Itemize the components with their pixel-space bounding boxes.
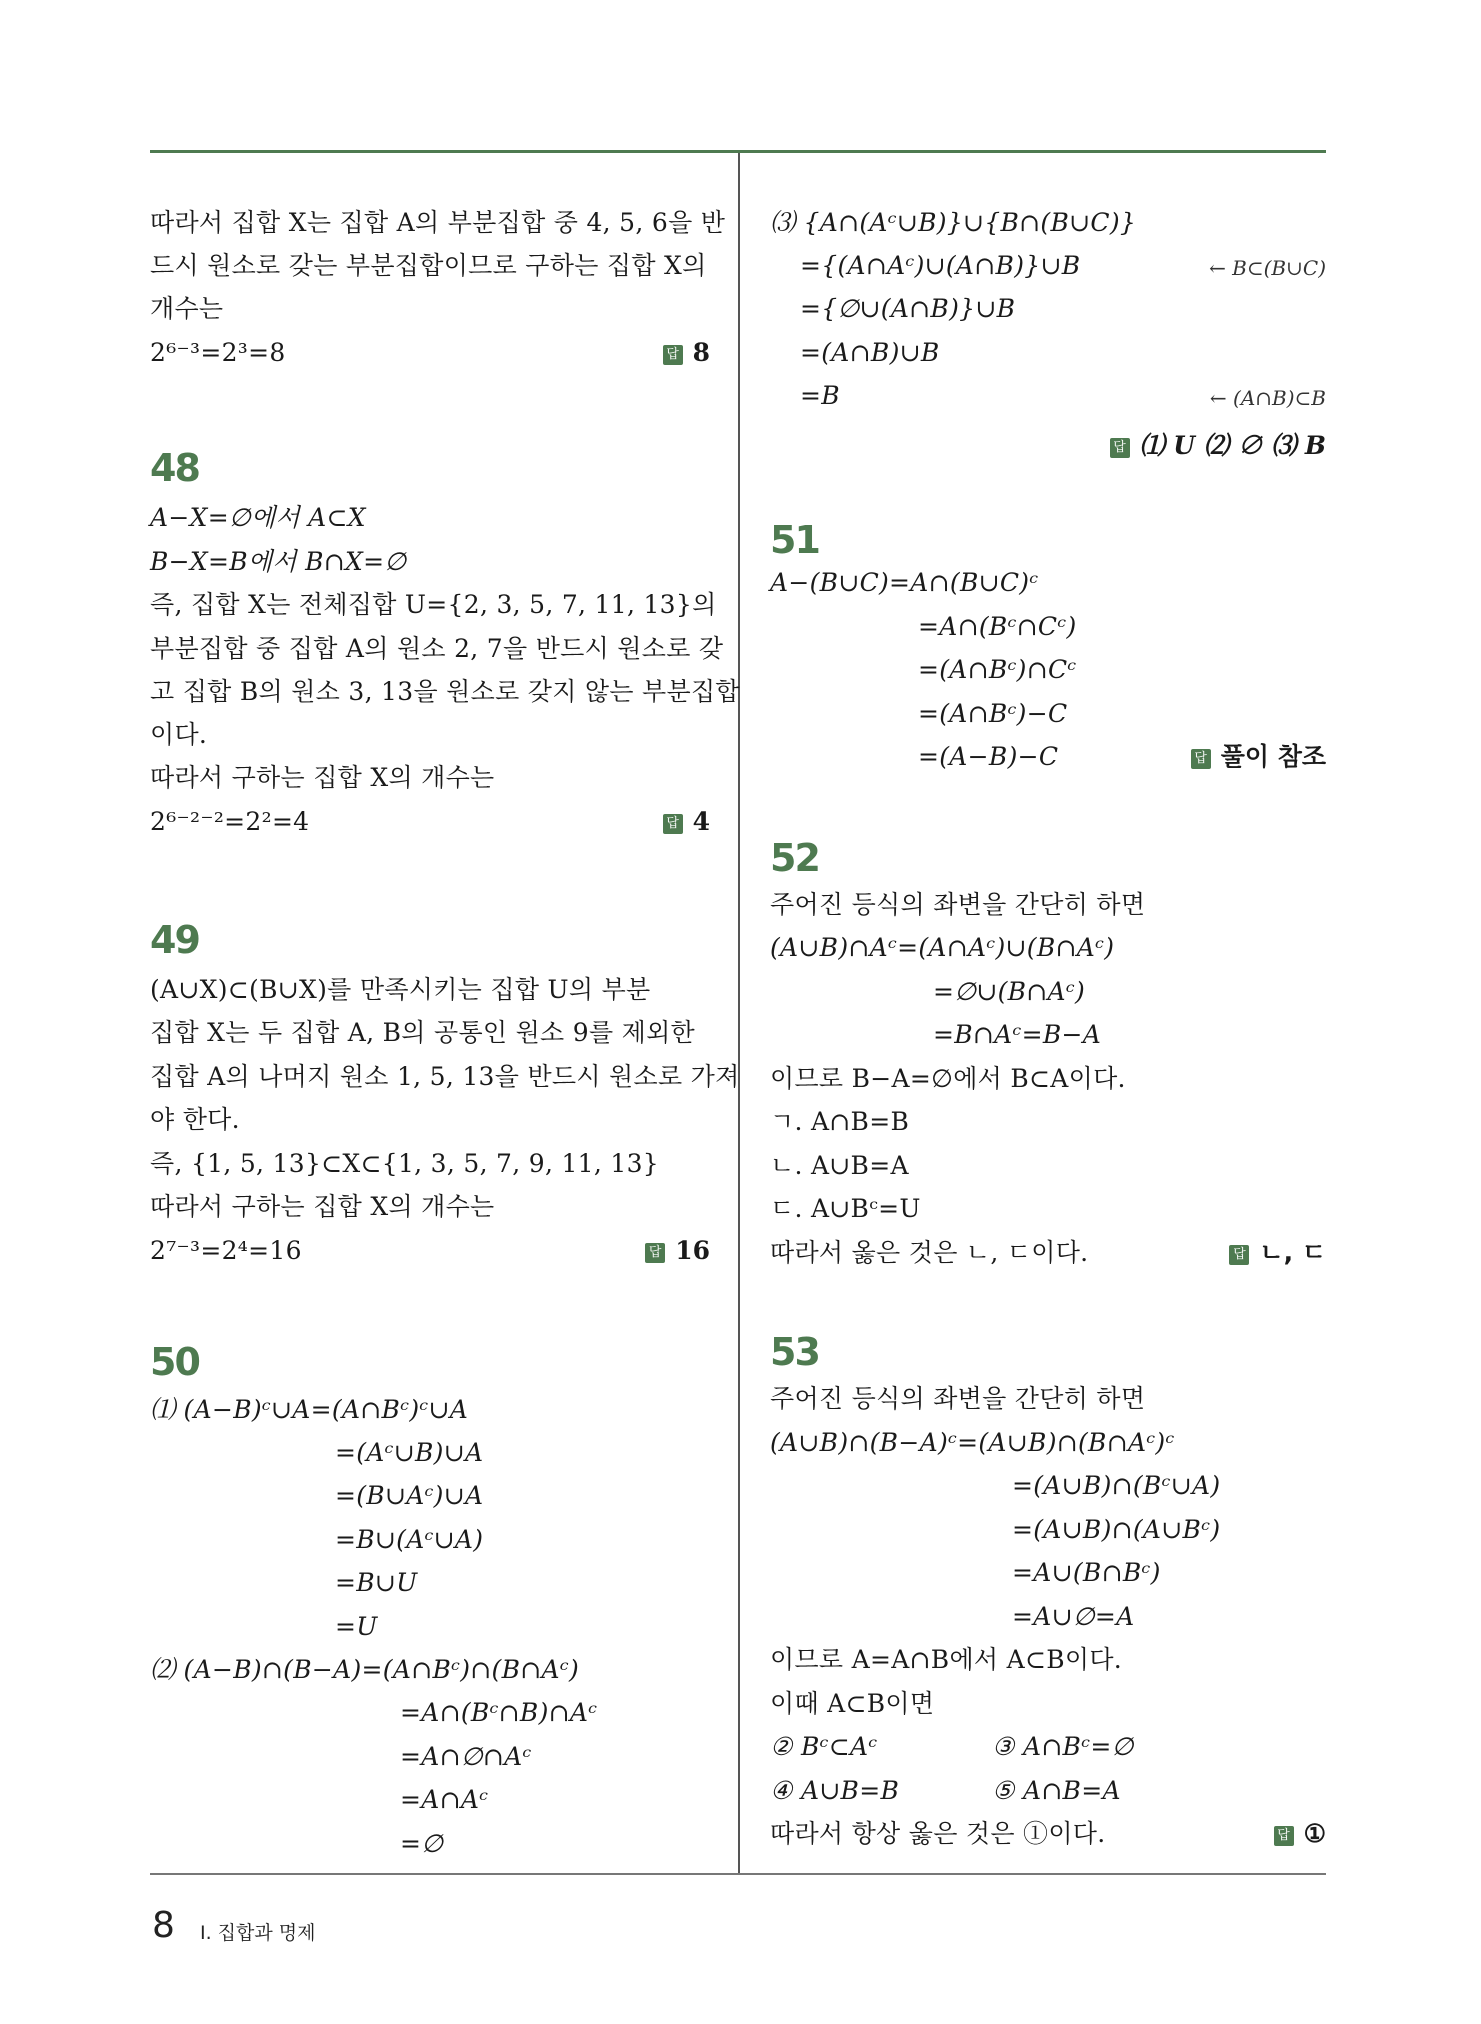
math-line: =(A∪B)∩(A∪Bᶜ) (1012, 1515, 1221, 1544)
text-line: 집합 X는 두 집합 A, B의 공통인 원소 9를 제외한 (150, 1018, 695, 1047)
text-line: 야 한다. (150, 1105, 240, 1134)
answer-50 (1110, 431, 1326, 461)
math-line: 2⁶⁻²⁻²=2²=4 (150, 807, 310, 836)
page-number: 8 (152, 1905, 175, 1946)
text-line: ㄴ. A∪B=A (770, 1151, 909, 1180)
answer-value: ⑴ U ⑵ ∅ ⑶ B (1139, 431, 1326, 460)
math-line: ={∅∪(A∩B)}∪B (800, 294, 1016, 323)
math-line: =(A−B)−C (918, 742, 1059, 771)
math-line: ③ A∩Bᶜ=∅ (992, 1732, 1134, 1761)
answer-badge-icon: 답 (663, 345, 683, 365)
math-line: =∅∪(B∩Aᶜ) (933, 977, 1086, 1006)
math-line: A−X=∅에서 A⊂X (150, 503, 366, 532)
math-line: =(A∪B)∩(Bᶜ∪A) (1012, 1471, 1221, 1500)
math-line: =A∩(Bᶜ∩B)∩Aᶜ (400, 1698, 598, 1727)
math-line: ④ A∪B=B (770, 1776, 900, 1805)
answer-badge-icon: 답 (1274, 1826, 1294, 1846)
answer-badge-icon: 답 (1191, 749, 1211, 769)
math-line: =A∪(B∩Bᶜ) (1012, 1558, 1161, 1587)
math-line: =(A∩Bᶜ)−C (918, 699, 1068, 728)
math-line: =A∪∅=A (1012, 1602, 1135, 1631)
answer-51 (1191, 742, 1326, 772)
math-line: =A∩Aᶜ (400, 1785, 489, 1814)
answer-53 (1274, 1819, 1326, 1849)
chapter-title: Ⅰ. 집합과 명제 (200, 1922, 316, 1944)
math-line: =A∩∅∩Aᶜ (400, 1742, 532, 1771)
math-line: ⑶ {A∩(Aᶜ∪B)}∪{B∩(B∪C)} (770, 208, 1137, 237)
text-line: 이때 A⊂B이면 (770, 1689, 935, 1718)
answer-value: 16 (675, 1236, 710, 1265)
math-line: ⑤ A∩B=A (992, 1776, 1121, 1805)
math-line: =U (335, 1612, 378, 1641)
answer-52 (1229, 1238, 1326, 1268)
answer-value: 8 (692, 338, 710, 367)
math-line: 2⁷⁻³=2⁴=16 (150, 1236, 302, 1265)
math-line: =∅ (400, 1829, 444, 1858)
math-line: B−X=B에서 B∩X=∅ (150, 547, 407, 576)
column-divider (738, 153, 740, 1873)
text-line: ㄷ. A∪Bᶜ=U (770, 1194, 921, 1223)
text-line: 따라서 항상 옳은 것은 ①이다. (770, 1819, 1106, 1848)
text-line: 드시 원소로 갖는 부분집합이므로 구하는 집합 X의 (150, 251, 707, 280)
text-line: (A∪X)⊂(B∪X)를 만족시키는 집합 U의 부분 (150, 975, 651, 1004)
text-line: 개수는 (150, 294, 224, 323)
math-line: =(Aᶜ∪B)∪A (335, 1438, 484, 1467)
math-line: =B∪(Aᶜ∪A) (335, 1525, 484, 1554)
answer-badge-icon: 답 (663, 814, 683, 834)
text-line: 주어진 등식의 좌변을 간단히 하면 (770, 890, 1146, 919)
math-line: ={(A∩Aᶜ)∪(A∩B)}∪B (800, 251, 1081, 280)
text-line: 따라서 구하는 집합 X의 개수는 (150, 1192, 495, 1221)
math-line: =B∪U (335, 1568, 418, 1597)
text-line: 고 집합 B의 원소 3, 13을 원소로 갖지 않는 부분집합 (150, 677, 740, 706)
math-line: =(A∩B)∪B (800, 338, 940, 367)
text-line: 이므로 B−A=∅에서 B⊂A이다. (770, 1064, 1126, 1093)
math-line: =B∩Aᶜ=B−A (933, 1020, 1102, 1049)
answer-badge-icon: 답 (1110, 438, 1130, 458)
answer-value: ㄴ, ㄷ (1259, 1238, 1326, 1267)
text-line: 따라서 집합 X는 집합 A의 부분집합 중 4, 5, 6을 반 (150, 208, 726, 237)
text-line: 따라서 구하는 집합 X의 개수는 (150, 763, 495, 792)
answer-badge-icon: 답 (1229, 1245, 1249, 1265)
problem-number: 48 (150, 446, 199, 490)
answer-value: 풀이 참조 (1220, 742, 1326, 771)
text-line: 이다. (150, 720, 208, 749)
text-line: 즉, 집합 X는 전체집합 U={2, 3, 5, 7, 11, 13}의 (150, 590, 717, 619)
text-line: 주어진 등식의 좌변을 간단히 하면 (770, 1384, 1146, 1413)
text-line: 집합 A의 나머지 원소 1, 5, 13을 반드시 원소로 가져 (150, 1062, 740, 1091)
answer-value: 4 (692, 807, 710, 836)
problem-number: 53 (770, 1330, 819, 1374)
math-line: =(B∪Aᶜ)∪A (335, 1481, 484, 1510)
text-line: 따라서 옳은 것은 ㄴ, ㄷ이다. (770, 1238, 1089, 1267)
math-line: ⑴ (A−B)ᶜ∪A=(A∩Bᶜ)ᶜ∪A (150, 1395, 469, 1424)
math-line: =B (800, 381, 840, 410)
bottom-rule (150, 1873, 1326, 1875)
text-line: 이므로 A=A∩B에서 A⊂B이다. (770, 1645, 1123, 1674)
problem-number: 52 (770, 836, 819, 880)
math-line: A−(B∪C)=A∩(B∪C)ᶜ (770, 568, 1039, 597)
answer-value: ① (1303, 1819, 1326, 1848)
problem-number: 51 (770, 518, 819, 562)
math-line: =A∩(Bᶜ∩Cᶜ) (918, 612, 1077, 641)
math-line: (A∪B)∩(B−A)ᶜ=(A∪B)∩(B∩Aᶜ)ᶜ (770, 1428, 1175, 1457)
answer-49 (645, 1236, 710, 1266)
math-line: ② Bᶜ⊂Aᶜ (770, 1732, 878, 1761)
math-line: =(A∩Bᶜ)∩Cᶜ (918, 655, 1077, 684)
answer-48 (663, 807, 710, 837)
math-line: 2⁶⁻³=2³=8 (150, 338, 286, 367)
problem-number: 49 (150, 918, 199, 962)
problem-number: 50 (150, 1340, 199, 1384)
text-line: ㄱ. A∩B=B (770, 1107, 910, 1136)
math-line: ⑵ (A−B)∩(B−A)=(A∩Bᶜ)∩(B∩Aᶜ) (150, 1655, 580, 1684)
annotation-note: ← (A∩B)⊂B (1209, 386, 1326, 410)
math-line: 즉, {1, 5, 13}⊂X⊂{1, 3, 5, 7, 9, 11, 13} (150, 1149, 659, 1178)
answer-47 (663, 338, 710, 368)
annotation-note: ← B⊂(B∪C) (1209, 256, 1326, 280)
math-line: (A∪B)∩Aᶜ=(A∩Aᶜ)∪(B∩Aᶜ) (770, 933, 1115, 962)
answer-badge-icon: 답 (645, 1243, 665, 1263)
text-line: 부분집합 중 집합 A의 원소 2, 7을 반드시 원소로 갖 (150, 634, 724, 663)
